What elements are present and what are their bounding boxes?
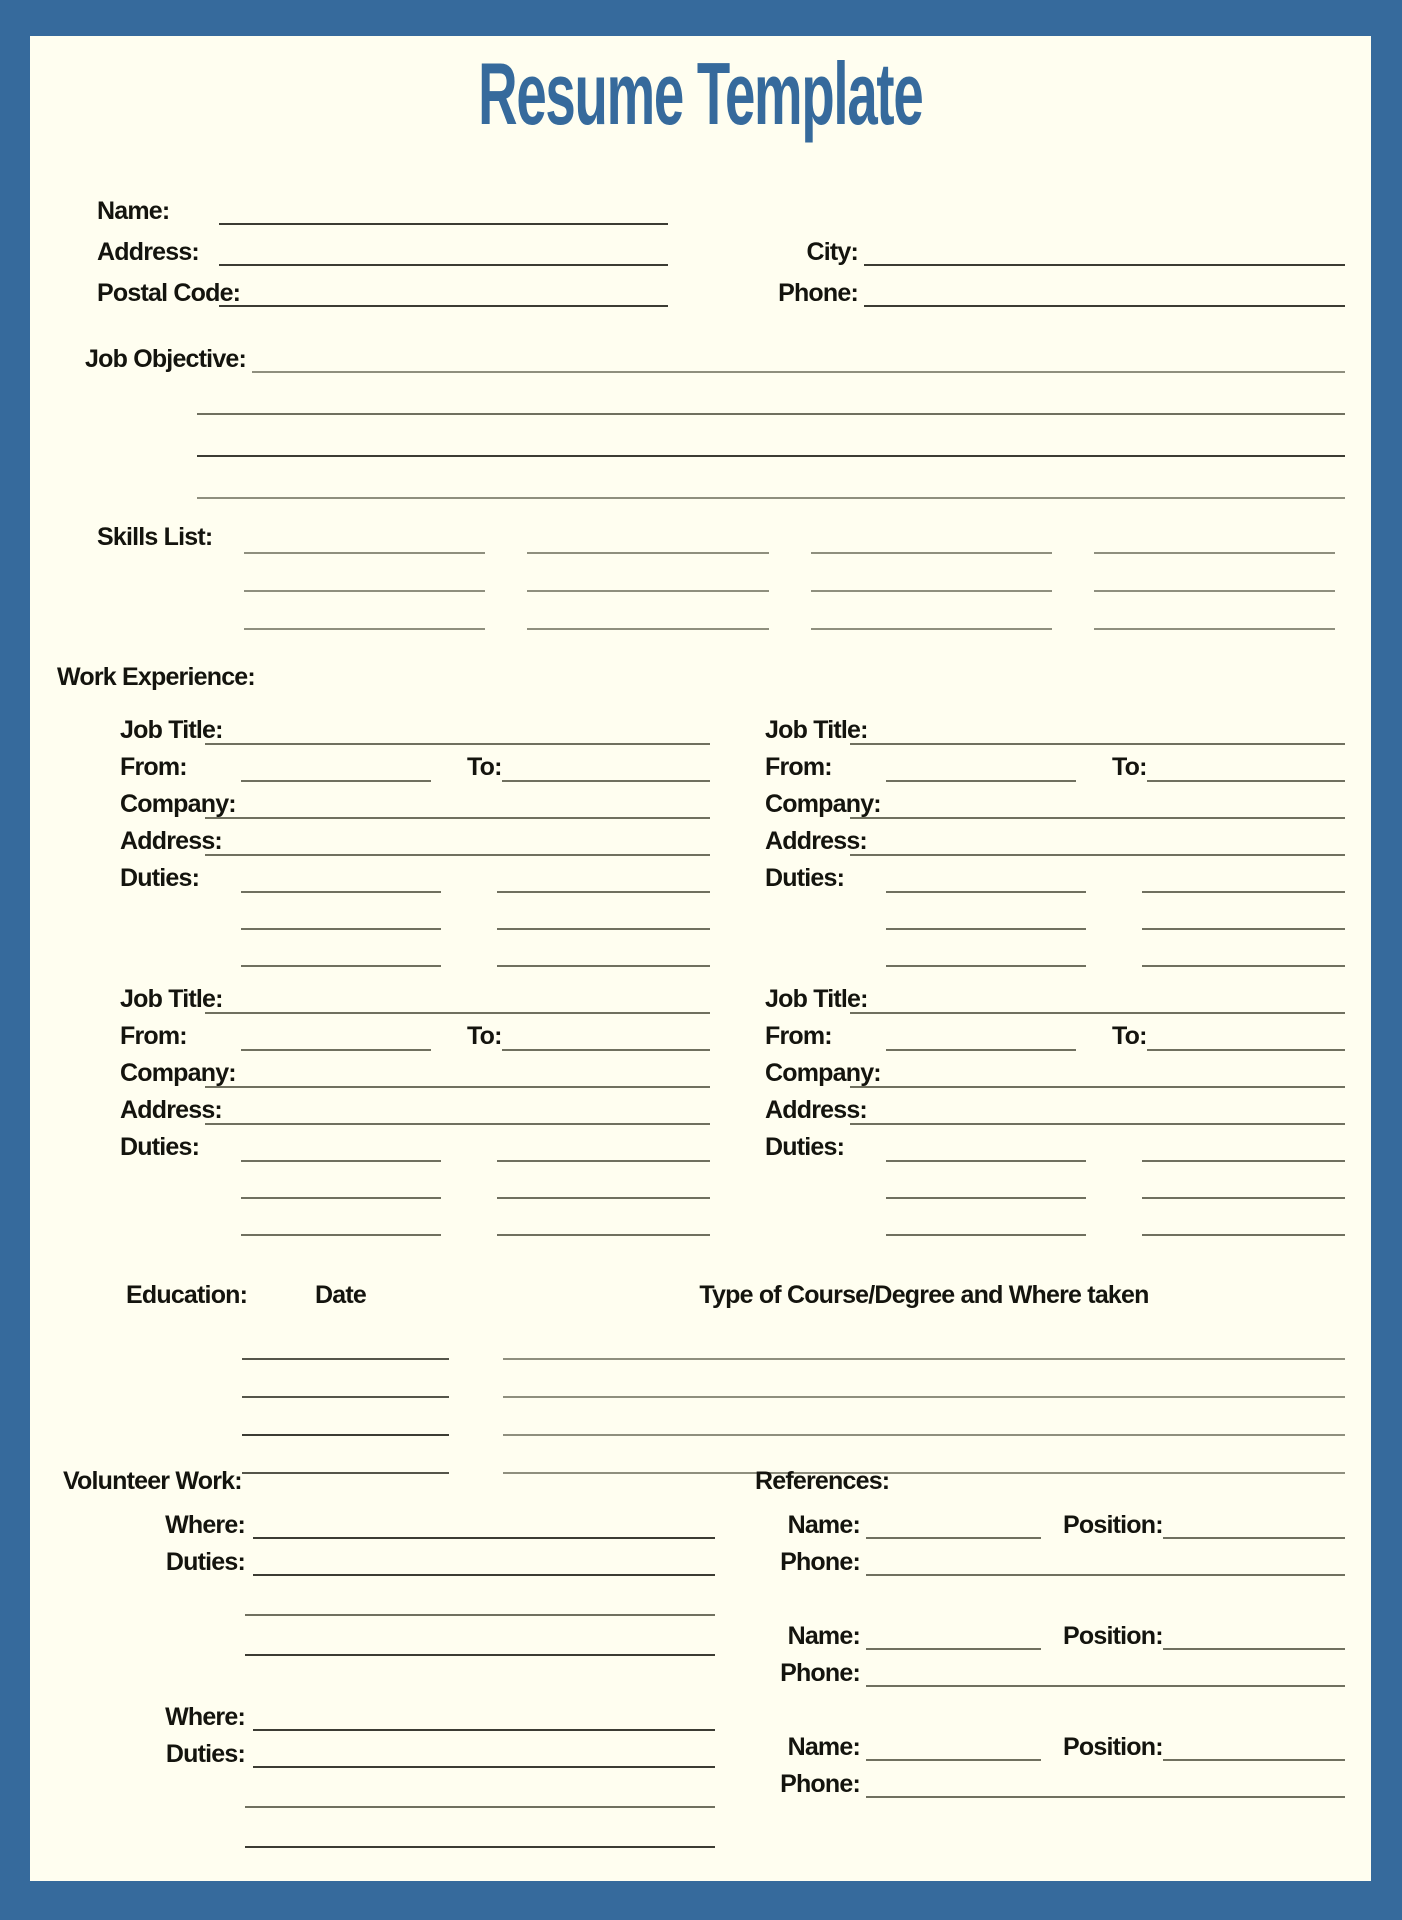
where-label: Where: <box>165 1702 245 1731</box>
job-objective-label: Job Objective: <box>85 344 247 373</box>
volunteer-work-heading: Volunteer Work: <box>63 1467 242 1495</box>
references-heading: References: <box>755 1467 890 1495</box>
job-title-label: Job Title: <box>765 985 868 1013</box>
position-label: Position: <box>1063 1510 1163 1539</box>
job-block <box>765 708 1345 967</box>
duty-field-line[interactable] <box>497 1234 710 1236</box>
volunteer-duties-field-line[interactable] <box>253 1766 715 1768</box>
duty-field-line[interactable] <box>497 1160 710 1162</box>
skills-grid <box>244 516 1335 630</box>
job-title-label: Job Title: <box>765 716 868 744</box>
reference-phone-field-line[interactable] <box>866 1685 1345 1687</box>
to-label: To: <box>467 753 502 781</box>
duty-field-line[interactable] <box>886 928 1086 930</box>
skill-field-line[interactable] <box>527 516 768 554</box>
duty-field-line[interactable] <box>241 1160 441 1162</box>
duty-field-line[interactable] <box>886 1197 1086 1199</box>
name-label: Name: <box>787 1510 860 1539</box>
education-date-field-line[interactable] <box>242 1434 449 1436</box>
to-label: To: <box>1112 753 1147 781</box>
skills-list-label: Skills List: <box>97 523 213 551</box>
job-objective-field-line[interactable] <box>197 415 1345 457</box>
job-block <box>120 977 710 1236</box>
from-field-line[interactable] <box>241 780 431 782</box>
volunteer-duties-field-line[interactable] <box>245 1768 715 1808</box>
skill-field-line[interactable] <box>527 554 768 592</box>
job-title-label: Job Title: <box>120 985 223 1013</box>
to-field-line[interactable] <box>1147 780 1345 782</box>
page-title: Resume Template <box>478 44 923 143</box>
volunteer-duties-field-line[interactable] <box>253 1574 715 1576</box>
job-objective-field-line[interactable] <box>197 457 1345 499</box>
postal-code-label: Postal Code: <box>97 278 241 307</box>
personal-info-section <box>97 184 1345 307</box>
phone-label: Phone: <box>780 1769 860 1798</box>
reference-phone-field-line[interactable] <box>866 1574 1345 1576</box>
company-label: Company: <box>120 1059 236 1087</box>
company-field-line[interactable] <box>850 1086 1345 1088</box>
duty-field-line[interactable] <box>241 965 441 967</box>
skill-field-line[interactable] <box>244 592 485 630</box>
duty-field-line[interactable] <box>1142 1197 1345 1199</box>
phone-field-line[interactable] <box>864 305 1345 307</box>
company-label: Company: <box>120 790 236 818</box>
skill-field-line[interactable] <box>1094 554 1335 592</box>
duty-field-line[interactable] <box>241 1234 441 1236</box>
company-label: Company: <box>765 790 881 818</box>
reference-position-field-line[interactable] <box>1163 1537 1345 1539</box>
address-label: Address: <box>120 1096 222 1124</box>
address-label: Address: <box>765 827 867 855</box>
duty-field-line[interactable] <box>241 1197 441 1199</box>
phone-label: Phone: <box>778 278 858 307</box>
from-label: From: <box>765 753 832 781</box>
position-label: Position: <box>1063 1621 1163 1650</box>
duty-field-line[interactable] <box>241 928 441 930</box>
education-section <box>126 1282 1345 1474</box>
name-label: Name: <box>787 1621 860 1650</box>
volunteer-where-field-line[interactable] <box>253 1537 715 1539</box>
postal-phone-row <box>97 266 1345 307</box>
duties-label: Duties: <box>765 1133 845 1161</box>
job-address-field-line[interactable] <box>205 1123 710 1125</box>
from-field-line[interactable] <box>886 780 1076 782</box>
where-label: Where: <box>165 1510 245 1539</box>
duty-field-line[interactable] <box>1142 1234 1345 1236</box>
from-field-line[interactable] <box>886 1049 1076 1051</box>
name-label: Name: <box>97 196 170 225</box>
address-field-line[interactable] <box>219 264 668 266</box>
education-course-field-line[interactable] <box>503 1358 1345 1360</box>
job-objective-field-line[interactable] <box>252 371 1345 373</box>
duties-label: Duties: <box>120 864 200 892</box>
title-area <box>30 44 1371 143</box>
company-field-line[interactable] <box>205 1086 710 1088</box>
job-block <box>120 708 710 967</box>
duties-label: Duties: <box>765 864 845 892</box>
duty-field-line[interactable] <box>1142 1160 1345 1162</box>
duty-field-line[interactable] <box>241 891 441 893</box>
duties-label: Duties: <box>165 1739 245 1768</box>
name-label: Name: <box>787 1732 860 1761</box>
job-block <box>765 977 1345 1236</box>
volunteer-duties-field-line[interactable] <box>245 1576 715 1616</box>
skill-field-line[interactable] <box>1094 516 1335 554</box>
to-field-line[interactable] <box>1147 1049 1345 1051</box>
skill-field-line[interactable] <box>1094 592 1335 630</box>
position-label: Position: <box>1063 1732 1163 1761</box>
skill-field-line[interactable] <box>244 554 485 592</box>
duty-field-line[interactable] <box>1142 891 1345 893</box>
duty-field-line[interactable] <box>497 1197 710 1199</box>
address-city-row <box>97 225 1345 266</box>
reference-block <box>755 1502 1345 1576</box>
from-field-line[interactable] <box>241 1049 431 1051</box>
from-label: From: <box>120 1022 187 1050</box>
work-experience-section <box>57 664 1345 1236</box>
city-label: City: <box>806 237 858 266</box>
to-field-line[interactable] <box>502 1049 710 1051</box>
duty-field-line[interactable] <box>1142 965 1345 967</box>
city-field-line[interactable] <box>864 264 1345 266</box>
reference-name-field-line[interactable] <box>866 1759 1041 1761</box>
address-label: Address: <box>120 827 222 855</box>
references-section <box>755 1468 1345 1798</box>
reference-phone-field-line[interactable] <box>866 1796 1345 1798</box>
volunteer-duties-field-line[interactable] <box>245 1808 715 1848</box>
reference-block <box>755 1724 1345 1798</box>
duty-field-line[interactable] <box>886 1234 1086 1236</box>
duty-field-line[interactable] <box>886 1160 1086 1162</box>
duty-field-line[interactable] <box>886 891 1086 893</box>
education-date-header: Date <box>315 1281 366 1309</box>
name-row <box>97 184 1345 225</box>
education-course-header: Type of Course/Degree and Where taken <box>699 1281 1149 1309</box>
from-label: From: <box>120 753 187 781</box>
volunteer-work-section <box>63 1468 715 1848</box>
to-field-line[interactable] <box>502 780 710 782</box>
skills-section <box>97 516 1335 630</box>
job-address-field-line[interactable] <box>205 854 710 856</box>
duty-field-line[interactable] <box>497 965 710 967</box>
postal-code-field-line[interactable] <box>219 305 668 307</box>
job-title-field-line[interactable] <box>205 743 710 745</box>
company-field-line[interactable] <box>205 817 710 819</box>
skill-field-line[interactable] <box>811 554 1052 592</box>
address-label: Address: <box>765 1096 867 1124</box>
job-objective-section <box>85 334 1345 499</box>
education-course-field-line[interactable] <box>503 1396 1345 1398</box>
duty-field-line[interactable] <box>497 928 710 930</box>
education-date-field-line[interactable] <box>242 1396 449 1398</box>
skill-field-line[interactable] <box>527 592 768 630</box>
to-label: To: <box>467 1022 502 1050</box>
duty-field-line[interactable] <box>497 891 710 893</box>
reference-name-field-line[interactable] <box>866 1648 1041 1650</box>
job-address-field-line[interactable] <box>850 854 1345 856</box>
reference-name-field-line[interactable] <box>866 1537 1041 1539</box>
volunteer-where-field-line[interactable] <box>253 1729 715 1731</box>
job-blocks-grid <box>120 708 1345 1236</box>
job-objective-row <box>85 334 1345 373</box>
skill-field-line[interactable] <box>811 592 1052 630</box>
company-label: Company: <box>765 1059 881 1087</box>
education-course-field-line[interactable] <box>503 1434 1345 1436</box>
job-title-field-line[interactable] <box>205 1012 710 1014</box>
education-date-field-line[interactable] <box>242 1358 449 1360</box>
resume-page <box>30 36 1371 1881</box>
duty-field-line[interactable] <box>886 965 1086 967</box>
name-field-line[interactable] <box>219 223 668 225</box>
from-label: From: <box>765 1022 832 1050</box>
job-title-field-line[interactable] <box>850 743 1345 745</box>
company-field-line[interactable] <box>850 817 1345 819</box>
duties-label: Duties: <box>120 1133 200 1161</box>
education-label: Education: <box>126 1281 248 1309</box>
work-experience-heading: Work Experience: <box>57 663 255 691</box>
job-title-label: Job Title: <box>120 716 223 744</box>
job-address-field-line[interactable] <box>850 1123 1345 1125</box>
volunteer-block <box>63 1502 715 1656</box>
reference-position-field-line[interactable] <box>1163 1648 1345 1650</box>
volunteer-block <box>63 1694 715 1848</box>
duty-field-line[interactable] <box>1142 928 1345 930</box>
skill-field-line[interactable] <box>244 516 485 554</box>
reference-block <box>755 1613 1345 1687</box>
duties-label: Duties: <box>165 1547 245 1576</box>
phone-label: Phone: <box>780 1547 860 1576</box>
job-objective-field-line[interactable] <box>197 373 1345 415</box>
volunteer-duties-field-line[interactable] <box>245 1616 715 1656</box>
address-label: Address: <box>97 237 199 266</box>
skill-field-line[interactable] <box>811 516 1052 554</box>
reference-position-field-line[interactable] <box>1163 1759 1345 1761</box>
phone-label: Phone: <box>780 1658 860 1687</box>
job-title-field-line[interactable] <box>850 1012 1345 1014</box>
to-label: To: <box>1112 1022 1147 1050</box>
